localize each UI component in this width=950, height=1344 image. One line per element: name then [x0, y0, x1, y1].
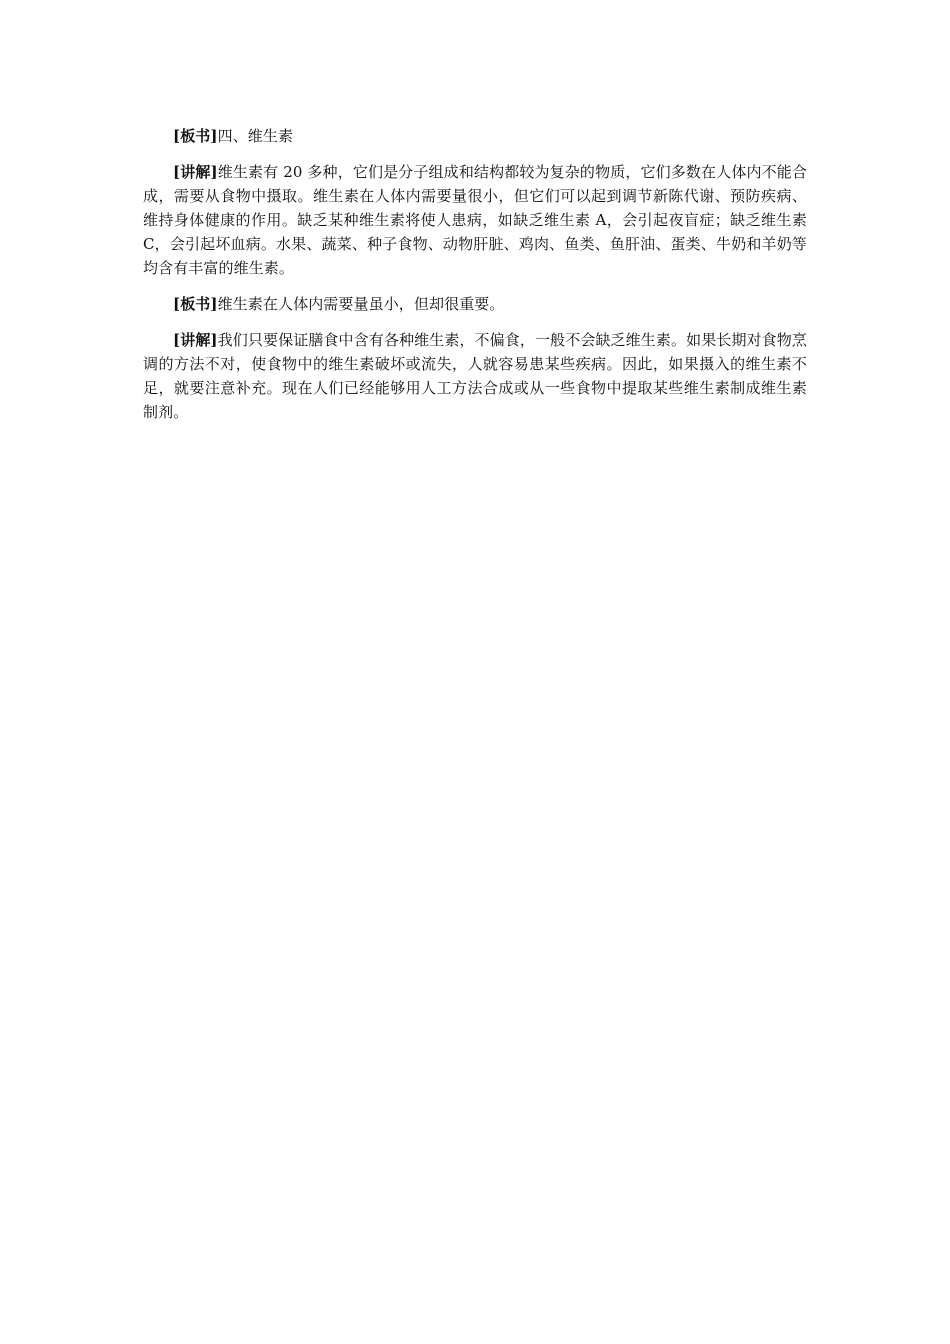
paragraph-tag: [讲解] — [173, 163, 218, 181]
paragraph-board-heading — [143, 124, 807, 148]
paragraph-text: 维生素在人体内需要量虽小，但却很重要。 — [217, 295, 505, 313]
paragraph-text: 维生素有 20 多种，它们是分子组成和结构都较为复杂的物质，它们多数在人体内不能合成，需要从食物中摄取。维生素在人体内需要量很小，但它们可以起到调节新陈代谢、预防疾病、维持身体健康的作用。缺乏某种维生素将使人患病，如缺乏维生素 A，会引起夜盲症；缺乏维生素 C，会引起坏血病。水果、蔬菜、种子食物、动物肝脏、鸡肉、鱼类、鱼肝油、蛋类、牛奶和羊奶等均含有丰富的维生素。 — [143, 163, 807, 277]
paragraph-tag: [板书] — [173, 127, 218, 145]
paragraph-text: 四、维生素 — [217, 127, 294, 145]
document-page — [143, 124, 807, 436]
paragraph-tag: [板书] — [173, 295, 218, 313]
paragraph-text: 我们只要保证膳食中含有各种维生素，不偏食，一般不会缺乏维生素。如果长期对食物烹调的方法不对，使食物中的维生素破坏或流失，人就容易患某些疾病。因此，如果摄入的维生素不足，就要注意补充。现在人们已经能够用人工方法合成或从一些食物中提取某些维生素制成维生素制剂。 — [143, 331, 807, 421]
paragraph-explanation — [143, 160, 807, 280]
paragraph-tag: [讲解] — [173, 331, 218, 349]
paragraph-board-note — [143, 292, 807, 316]
paragraph-explanation — [143, 328, 807, 424]
